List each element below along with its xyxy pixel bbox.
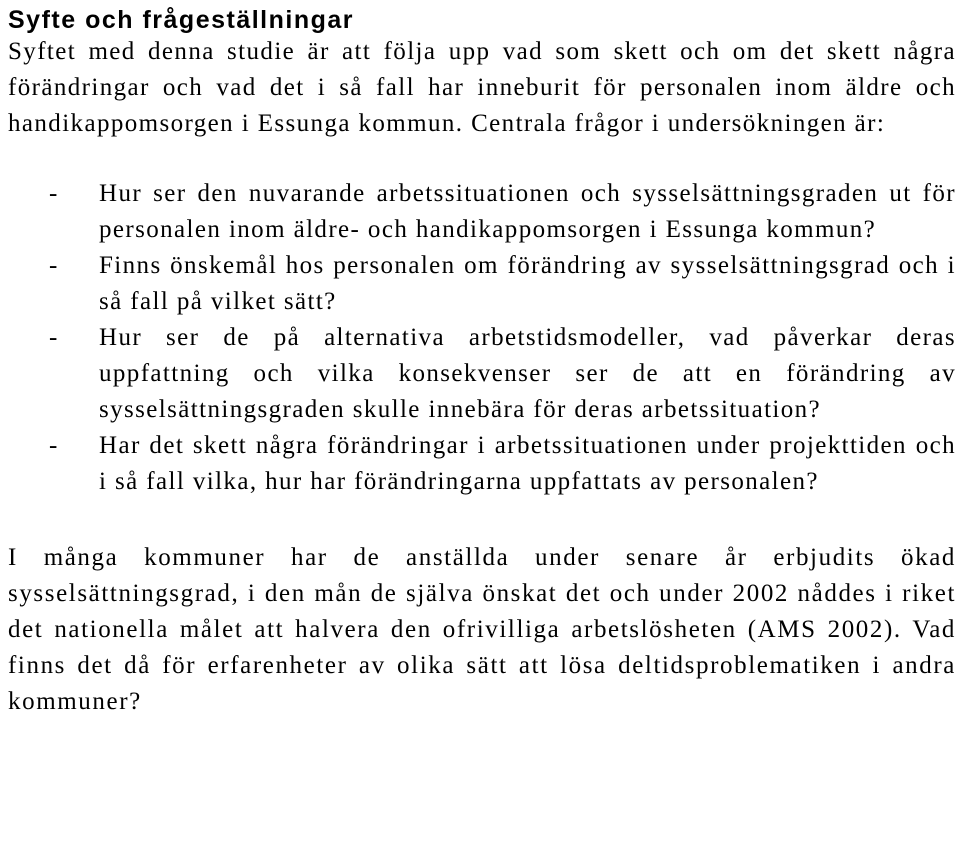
list-dash: - [49, 432, 59, 459]
question-text: Finns önskemål hos personalen om förändring av sysselsättningsgrad och i så fall på vilket sätt? [99, 252, 956, 315]
question-list [8, 176, 956, 500]
question-item [8, 176, 956, 248]
question-text: Hur ser den nuvarande arbetssituationen och sysselsättningsgraden ut för personalen inom äldre- och handikappomsorgen i Essunga kommun? [99, 180, 956, 243]
question-text: Har det skett några förändringar i arbetssituationen under projekttiden och i så fall vilka, hur har förändringarna uppfattats av personalen? [99, 432, 956, 495]
question-text: Hur ser de på alternativa arbetstidsmodeller, vad påverkar deras uppfattning och vilka konsekvenser ser de att en förändring av sysselsättningsgraden skulle innebära för deras arbetssituation? [99, 324, 956, 423]
closing-paragraph: I många kommuner har de anställda under senare år erbjudits ökad sysselsättningsgrad, i den mån de själva önskat det och under 2002 nåddes i riket det nationella målet att halvera den ofrivilliga arbetslösheten (AMS 2002). Vad finns det då för erfarenheter av olika sätt att lösa deltidsproblematiken i andra kommuner? [8, 544, 956, 715]
intro-paragraph: Syftet med denna studie är att följa upp vad som skett och om det skett några förändringar och vad det i så fall har inneburit för personalen inom äldre och handikappomsorgen i Essunga kommun. Centrala frågor i undersökningen är: [8, 38, 956, 137]
document-page [8, 4, 956, 720]
list-dash: - [49, 180, 59, 207]
section-heading: Syfte och frågeställningar [8, 6, 355, 34]
question-item [8, 428, 956, 500]
list-dash: - [49, 324, 59, 351]
question-item [8, 320, 956, 428]
list-dash: - [49, 252, 59, 279]
question-item [8, 248, 956, 320]
